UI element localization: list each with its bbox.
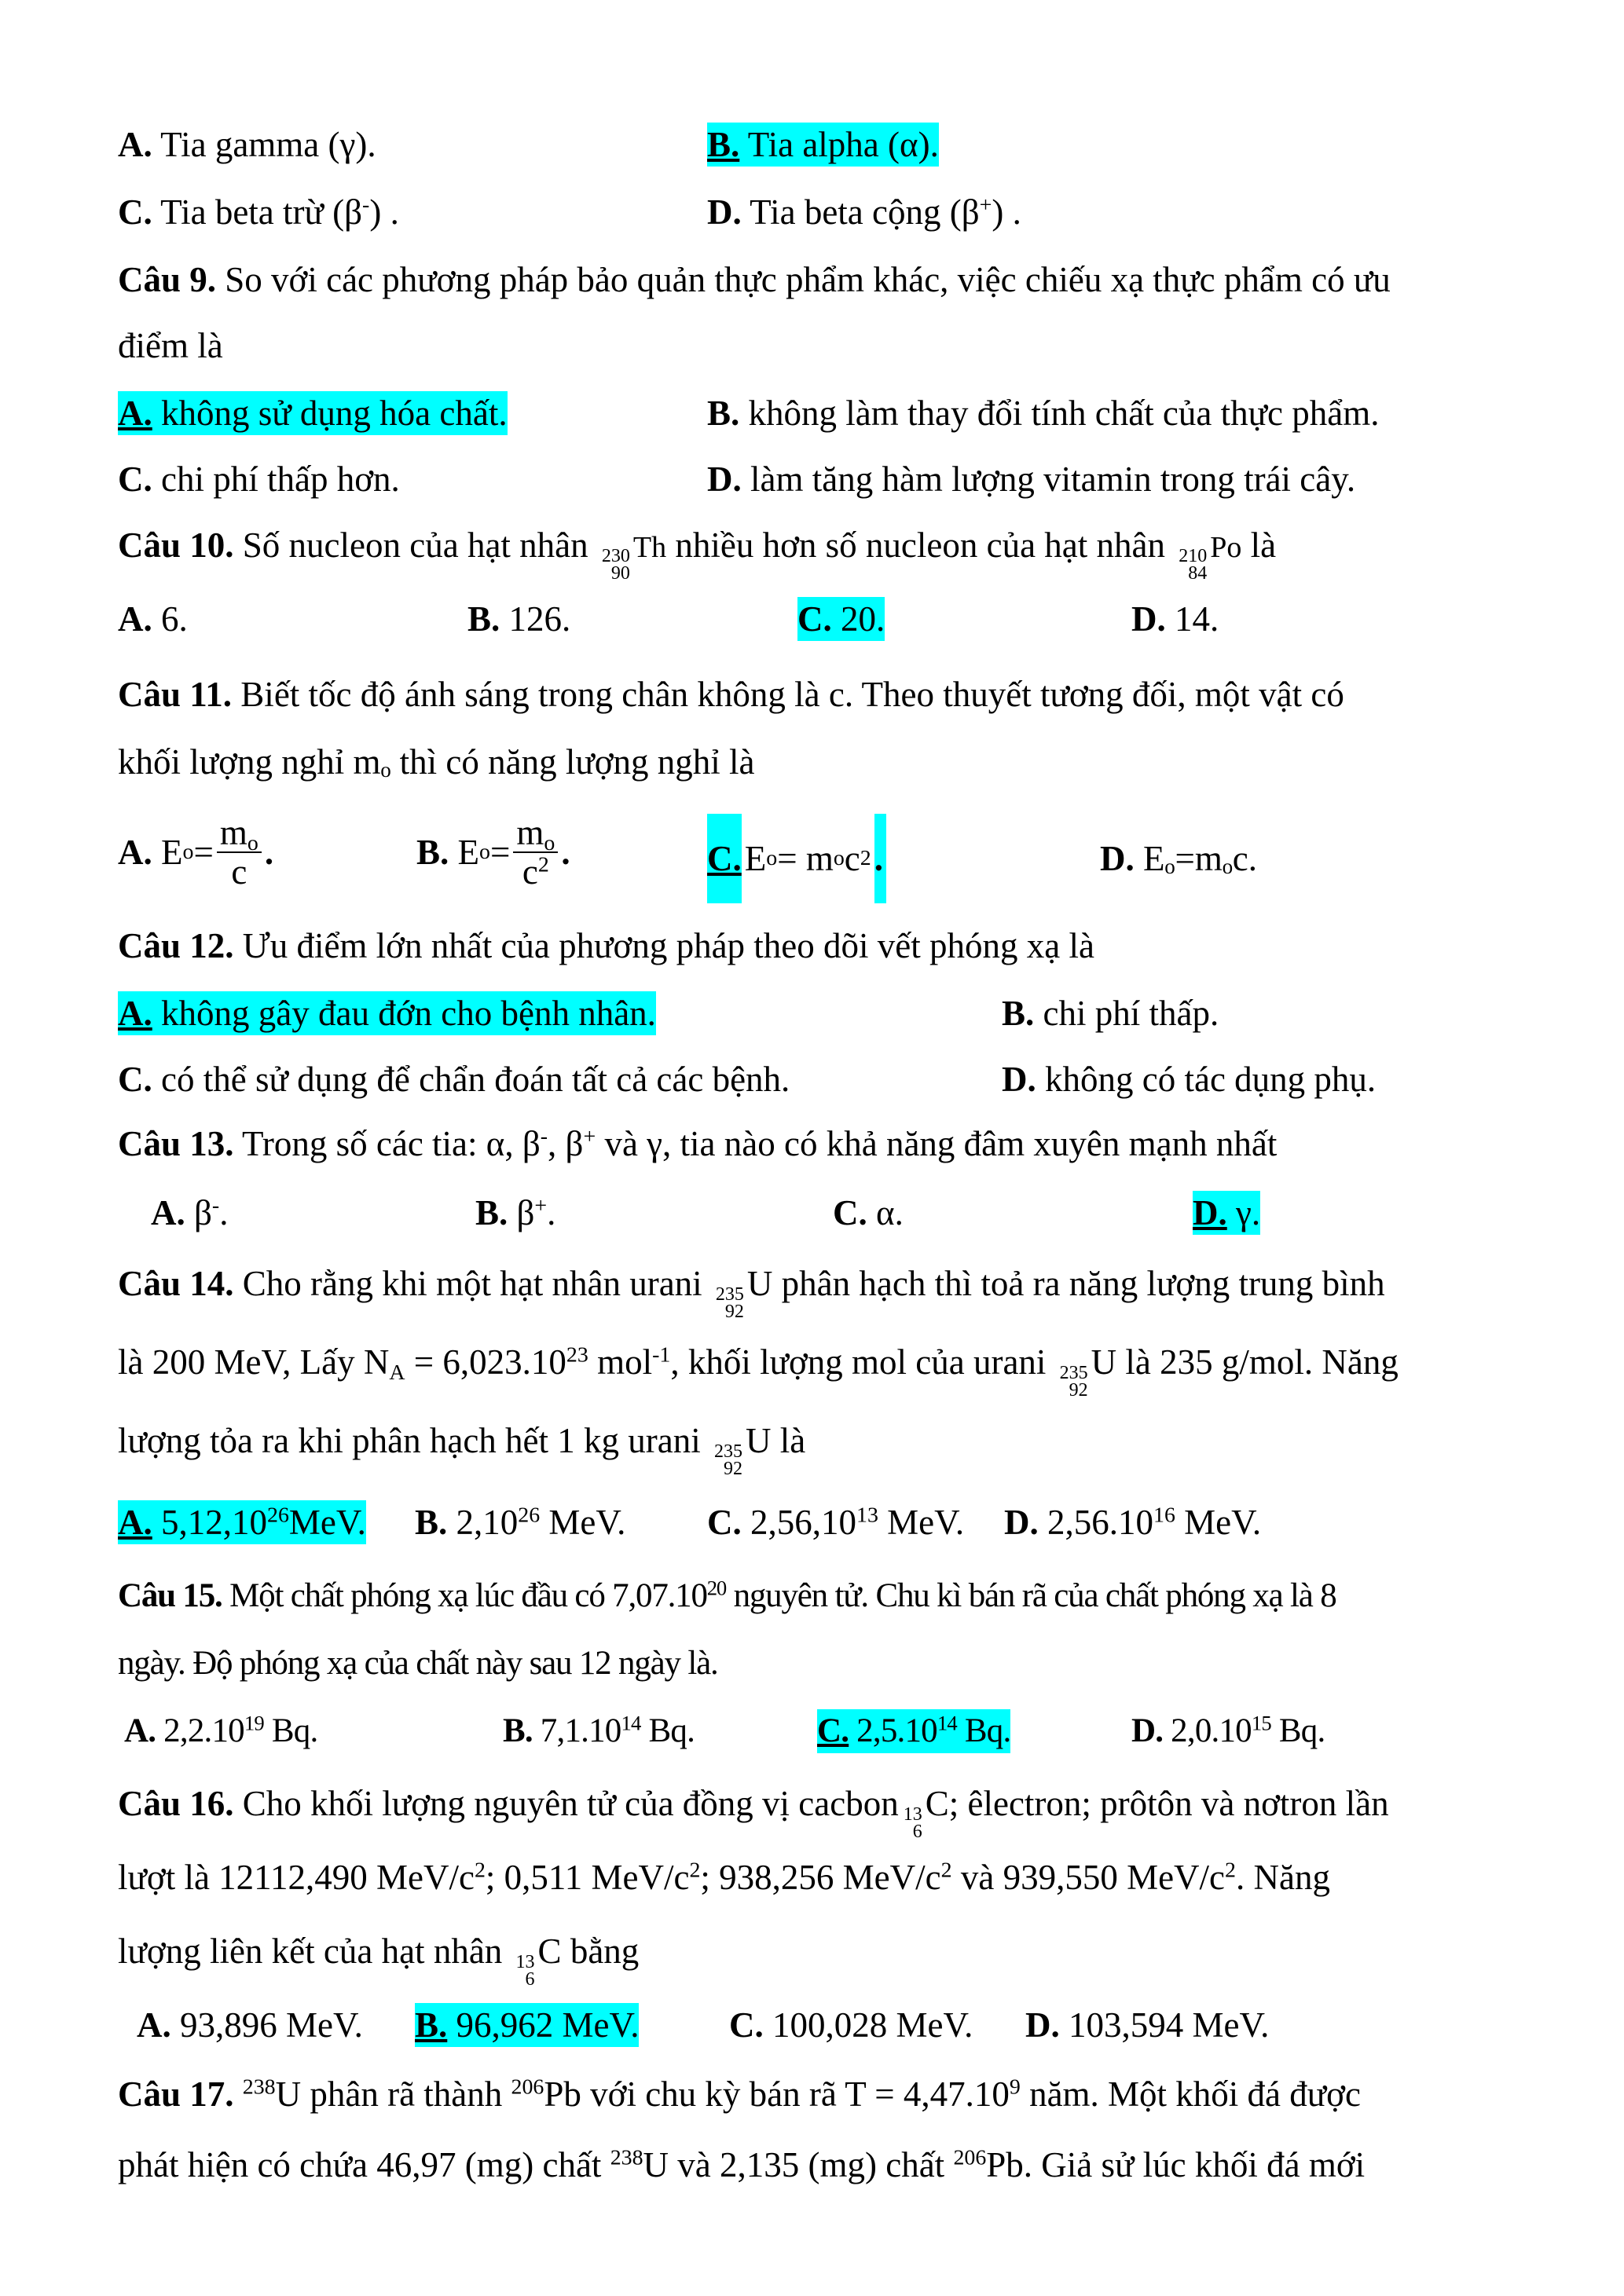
q11-stem-cont <box>118 740 755 784</box>
q11-option-b[interactable]: B. E o = $\frac{m_o}{c^2}$ . <box>416 813 570 892</box>
option-label: D. <box>1004 1503 1039 1542</box>
question-text: là 200 MeV, Lấy N <box>118 1342 390 1382</box>
superscript: 238 <box>242 2074 276 2100</box>
q14-option-a-answer[interactable] <box>118 1500 366 1544</box>
q16-option-d[interactable] <box>1025 2003 1269 2047</box>
question-text: năm. Một khối đá được <box>1020 2074 1361 2114</box>
question-label: Câu 12. <box>118 926 234 965</box>
question-text: lượng liên kết của hạt nhân <box>118 1932 511 1971</box>
question-label: Câu 14. <box>118 1264 234 1303</box>
question-text: Số nucleon của hạt nhân <box>233 525 597 565</box>
question-text: điểm là <box>118 326 223 365</box>
option-label: B. <box>415 2005 448 2045</box>
q16-option-b-answer[interactable] <box>415 2003 639 2047</box>
question-label: Câu 11. <box>118 675 233 714</box>
question-text: Pb với chu kỳ bán rã T = 4,47.10 <box>544 2074 1010 2114</box>
question-text: ; 0,511 MeV/c <box>485 1858 690 1897</box>
element-symbol: Th <box>632 531 667 564</box>
mass-number: 13 <box>903 1804 922 1825</box>
option-text: Tia gamma (γ). <box>152 125 376 164</box>
question-text: Biết tốc độ ánh sáng trong chân không là c. Theo thuyết tương đối, một vật có <box>232 675 1344 714</box>
q13-option-c[interactable] <box>833 1191 904 1235</box>
question-text: Cho rằng khi một hạt nhân urani <box>233 1264 711 1303</box>
option-text: làm tăng hàm lượng vitamin trong trái cây. <box>741 460 1356 499</box>
option-label: B. <box>475 1193 508 1232</box>
superscript: 26 <box>267 1503 289 1528</box>
subscript: o <box>544 830 555 855</box>
superscript: 14 <box>937 1711 957 1735</box>
superscript: 9 <box>1009 2074 1021 2100</box>
superscript: 206 <box>511 2074 544 2100</box>
formula-part: E <box>744 839 767 878</box>
formula-part: E <box>457 833 480 872</box>
option-label: D. <box>1131 599 1166 639</box>
option-text: MeV. <box>1175 1503 1262 1542</box>
q14-stem <box>118 1262 1385 1320</box>
superscript: - <box>540 1124 548 1149</box>
option-label: C. <box>833 1193 867 1232</box>
option-text: 2,56.10 <box>1038 1503 1153 1542</box>
q14-option-b[interactable] <box>415 1500 625 1544</box>
option-text: Tia beta trừ (β <box>152 192 363 232</box>
q10-option-d[interactable] <box>1131 597 1219 641</box>
option-text: Tia alpha (α). <box>739 125 939 164</box>
question-label: Câu 13. <box>118 1124 234 1163</box>
option-label: D. <box>707 460 742 499</box>
option-text: không sử dụng hóa chất. <box>152 394 508 433</box>
superscript: 26 <box>518 1503 541 1528</box>
option-label: C. <box>707 1503 742 1542</box>
q15-stem-cont <box>118 1642 718 1686</box>
option-text: không gây đau đớn cho bệnh nhân. <box>152 994 656 1033</box>
question-text: ngày. Độ phóng xạ của chất này sau 12 ngày là. <box>118 1645 718 1682</box>
question-text: = 6,023.10 <box>405 1342 566 1382</box>
q12-option-c[interactable] <box>118 1057 790 1101</box>
atomic-number: 84 <box>1188 563 1208 584</box>
q9-stem-cont <box>118 324 223 368</box>
option-label: D. <box>1100 839 1135 878</box>
option-text: 126. <box>500 599 571 639</box>
q14-stem-cont <box>118 1340 1399 1399</box>
q13-option-a[interactable] <box>151 1191 228 1235</box>
q14-option-d[interactable] <box>1004 1500 1261 1544</box>
question-text: mol <box>588 1342 653 1382</box>
period: . <box>561 833 570 872</box>
superscript: 14 <box>621 1711 641 1735</box>
atomic-number: 92 <box>723 1459 742 1479</box>
period: . <box>264 833 274 872</box>
subscript: o <box>247 830 258 855</box>
option-label: B. <box>416 833 449 872</box>
nuclide-notation <box>602 547 630 582</box>
q10-stem <box>118 523 1276 582</box>
option-text: . <box>219 1193 229 1232</box>
option-text: 20. <box>831 599 885 639</box>
q12-option-b[interactable] <box>1002 991 1219 1035</box>
atomic-number: 92 <box>724 1302 744 1322</box>
option-label: A. <box>118 994 152 1033</box>
nuclide-notation <box>1179 547 1207 582</box>
numerator <box>217 814 262 853</box>
option-text: có thể sử dụng để chẩn đoán tất cả các bệnh. <box>152 1060 790 1099</box>
nuclide-notation <box>714 1443 742 1478</box>
nuclide-notation <box>1060 1364 1088 1399</box>
question-text: và γ, tia nào có khả năng đâm xuyên mạnh nhất <box>596 1124 1278 1163</box>
option-text: 2,10 <box>447 1503 519 1542</box>
option-text: Bq. <box>1270 1712 1325 1749</box>
option-label: B. <box>707 125 740 164</box>
superscript: 238 <box>610 2145 643 2170</box>
option-label: A. <box>137 2005 171 2045</box>
question-text: Trong số các tia: α, β <box>233 1124 541 1163</box>
option-text: γ. <box>1226 1193 1261 1232</box>
formula-part: E <box>161 833 183 872</box>
superscript: 20 <box>706 1576 727 1600</box>
formula-part: = <box>193 833 214 872</box>
option-label: C. <box>118 1060 152 1099</box>
nuclide-notation <box>516 1954 535 1988</box>
q9-option-a-answer[interactable] <box>118 391 508 435</box>
question-text: và 939,550 MeV/c <box>951 1858 1226 1897</box>
superscript: 19 <box>244 1711 264 1735</box>
option-text: α. <box>867 1193 904 1232</box>
option-text: 2,5.10 <box>849 1712 937 1749</box>
q13-option-d-answer[interactable] <box>1193 1191 1260 1235</box>
option-text: MeV. <box>540 1503 626 1542</box>
formula-part: m <box>219 813 247 852</box>
option-text: chi phí thấp. <box>1034 994 1219 1033</box>
question-text: nguyên tử. Chu kì bán rã của chất phóng xạ là 8 <box>726 1577 1336 1614</box>
question-label: Câu 10. <box>118 525 234 565</box>
q11-option-d[interactable] <box>1100 837 1257 881</box>
element-symbol: U <box>746 1264 773 1303</box>
superscript: 16 <box>1153 1503 1175 1528</box>
superscript: - <box>211 1193 220 1218</box>
q9-stem <box>118 258 1391 302</box>
q16-stem-cont2 <box>118 1929 639 1988</box>
fraction <box>217 814 262 891</box>
q12-stem <box>118 924 1094 968</box>
question-label: Câu 9. <box>118 260 217 299</box>
question-label: Câu 15. <box>118 1577 222 1614</box>
q8-option-c[interactable] <box>118 190 399 234</box>
option-label: C. <box>817 1712 849 1749</box>
q8-option-a[interactable] <box>118 123 376 167</box>
option-label: D. <box>707 192 742 232</box>
mass-number: 210 <box>1179 546 1208 566</box>
option-text: 7,1.10 <box>532 1712 621 1749</box>
option-text: 100,028 MeV. <box>763 2005 973 2045</box>
option-text: 2,0.10 <box>1163 1712 1252 1749</box>
q11-option-a[interactable]: A. E o = $\frac{m_o}{c}$ . <box>118 813 274 892</box>
q13-stem <box>118 1122 1277 1166</box>
question-text: phân hạch thì toả ra năng lượng trung bình <box>772 1264 1385 1303</box>
q15-stem <box>118 1574 1336 1618</box>
question-text: . Năng <box>1235 1858 1330 1897</box>
option-label: B. <box>1002 994 1035 1033</box>
option-text: Bq. <box>956 1712 1011 1749</box>
superscript: 2 <box>1225 1858 1236 1883</box>
option-text: 2,56,10 <box>741 1503 856 1542</box>
element-symbol: Po <box>1210 531 1242 564</box>
superscript: + <box>979 192 992 218</box>
option-text: . <box>547 1193 556 1232</box>
question-text: Pb. Giả sử lúc khối đá mới <box>986 2145 1366 2184</box>
formula-part: c <box>522 852 538 892</box>
element-symbol: U <box>745 1421 772 1460</box>
superscript: 23 <box>566 1342 588 1368</box>
option-label: A. <box>124 1712 156 1749</box>
option-label: C. <box>797 599 832 639</box>
option-text: MeV. <box>878 1503 965 1542</box>
question-text: phát hiện có chứa 46,97 (mg) chất <box>118 2145 610 2184</box>
q14-option-c[interactable] <box>707 1500 964 1544</box>
question-text: bằng <box>561 1932 640 1971</box>
formula-part: m <box>516 813 544 852</box>
option-text: 6. <box>152 599 188 639</box>
option-text: 2,2.10 <box>156 1712 244 1749</box>
mass-number: 13 <box>515 1952 535 1972</box>
option-label: B. <box>467 599 500 639</box>
option-text: 5,12,10 <box>152 1503 267 1542</box>
question-text: Ưu điểm lớn nhất của phương pháp theo dõi vết phóng xạ là <box>233 926 1094 965</box>
period: . <box>874 839 883 878</box>
nuclide-notation <box>904 1806 922 1840</box>
question-label: Câu 16. <box>118 1784 234 1823</box>
option-text: chi phí thấp hơn. <box>152 460 400 499</box>
q9-option-c[interactable] <box>118 457 400 501</box>
formula: E o = m o c 2 <box>742 814 874 903</box>
mass-number: 235 <box>715 1284 744 1305</box>
option-text: ) . <box>369 192 399 232</box>
question-text: U và 2,135 (mg) chất <box>643 2145 954 2184</box>
formula-part: = m <box>777 839 834 878</box>
option-text: Tia beta cộng (β <box>741 192 980 232</box>
question-text: khối lượng nghỉ mₒ thì có năng lượng nghỉ là <box>118 742 755 782</box>
q11-stem <box>118 672 1344 716</box>
option-text: không có tác dụng phụ. <box>1036 1060 1377 1099</box>
question-label: Câu 17. <box>118 2074 234 2114</box>
option-label: B. <box>503 1712 533 1749</box>
option-text: 14. <box>1165 599 1219 639</box>
option-label: C. <box>118 460 152 499</box>
superscript: + <box>534 1193 548 1218</box>
option-label: D. <box>1131 1712 1164 1749</box>
q8-option-b-answer[interactable] <box>707 123 939 167</box>
option-label: D. <box>1002 1060 1036 1099</box>
question-text: , β <box>548 1124 584 1163</box>
q10-option-c-answer[interactable] <box>797 597 885 641</box>
superscript: + <box>583 1124 596 1149</box>
option-label: A. <box>151 1193 185 1232</box>
numerator <box>513 814 558 853</box>
formula-part: c <box>844 839 860 878</box>
question-text: So với các phương pháp bảo quản thực phẩm khác, việc chiếu xạ thực phẩm có ưu <box>216 260 1391 299</box>
superscript: - <box>362 192 370 218</box>
element-symbol: U <box>1091 1342 1117 1382</box>
option-label: C. <box>707 839 742 878</box>
q14-stem-cont2 <box>118 1419 805 1478</box>
element-symbol: C <box>925 1784 949 1823</box>
q13-option-b[interactable] <box>475 1191 555 1235</box>
element-symbol: C <box>537 1932 562 1971</box>
formula-part: = <box>489 833 511 872</box>
superscript: -1 <box>652 1342 671 1368</box>
superscript: 13 <box>856 1503 878 1528</box>
option-text: 103,594 MeV. <box>1059 2005 1270 2045</box>
question-text: nhiều hơn số nucleon của hạt nhân <box>666 525 1175 565</box>
option-label: A. <box>118 1503 152 1542</box>
atomic-number: 92 <box>1069 1380 1088 1401</box>
option-label: A. <box>118 833 152 872</box>
question-text: ; êlectron; prôtôn và nơtron lần <box>948 1784 1389 1823</box>
q9-option-d[interactable] <box>707 457 1355 501</box>
q10-option-a[interactable] <box>118 597 188 641</box>
question-text: U phân rã thành <box>275 2074 511 2114</box>
question-text: là <box>771 1421 806 1460</box>
q16-stem <box>118 1782 1389 1840</box>
q12-option-d[interactable] <box>1002 1057 1376 1101</box>
q15-option-d[interactable] <box>1131 1709 1325 1753</box>
question-text: Cho khối lượng nguyên tử của đồng vị cacbon <box>233 1784 899 1823</box>
q17-stem <box>118 2072 1361 2116</box>
option-text: không làm thay đổi tính chất của thực phẩm. <box>739 394 1380 433</box>
q12-option-a-answer[interactable] <box>118 991 656 1035</box>
question-text: Một chất phóng xạ lúc đầu có 7,07.10 <box>222 1577 707 1614</box>
superscript: 2 <box>940 1858 952 1883</box>
q10-option-b[interactable] <box>467 597 570 641</box>
fraction <box>513 814 558 891</box>
q8-option-d[interactable] <box>707 190 1021 234</box>
denominator <box>522 853 549 891</box>
option-label: C. <box>729 2005 764 2045</box>
option-label: D. <box>1193 1193 1227 1232</box>
option-text: ) . <box>992 192 1021 232</box>
option-label: A. <box>118 394 152 433</box>
option-text: MeV. <box>288 1503 366 1542</box>
question-text: là <box>1241 525 1277 565</box>
superscript: 206 <box>953 2145 987 2170</box>
question-text: lượng tỏa ra khi phân hạch hết 1 kg urani <box>118 1421 709 1460</box>
option-text: β <box>185 1193 212 1232</box>
q11-option-c-answer[interactable] <box>707 814 886 903</box>
question-text: là 235 g/mol. Năng <box>1116 1342 1399 1382</box>
atomic-number: 90 <box>610 563 630 584</box>
option-label: C. <box>118 192 152 232</box>
q16-option-a[interactable] <box>137 2003 363 2047</box>
atomic-number: 6 <box>525 1969 535 1990</box>
q17-stem-cont <box>118 2143 1365 2187</box>
superscript: 15 <box>1251 1711 1271 1735</box>
nuclide-notation <box>716 1286 744 1320</box>
superscript: 2 <box>689 1858 701 1883</box>
option-text: 93,896 MeV. <box>170 2005 363 2045</box>
option-label: B. <box>707 394 740 433</box>
option-label: D. <box>1025 2005 1060 2045</box>
option-text: Bq. <box>640 1712 695 1749</box>
option-text: Bq. <box>263 1712 318 1749</box>
question-text: ; 938,256 MeV/c <box>700 1858 941 1897</box>
option-label: A. <box>118 125 152 164</box>
mass-number: 230 <box>601 546 630 566</box>
subscript: A <box>389 1360 405 1385</box>
atomic-number: 6 <box>912 1822 922 1842</box>
denominator: c <box>231 852 247 892</box>
question-text: , khối lượng mol của urani <box>670 1342 1055 1382</box>
option-label: B. <box>415 1503 448 1542</box>
option-label: A. <box>118 599 152 639</box>
option-text: Eₒ=mₒc. <box>1134 839 1258 878</box>
option-text: 96,962 MeV. <box>447 2005 640 2045</box>
question-text: lượt là 12112,490 MeV/c <box>118 1858 475 1897</box>
mass-number: 235 <box>1059 1363 1088 1383</box>
q9-option-b[interactable] <box>707 391 1379 435</box>
superscript: 2 <box>474 1858 486 1883</box>
q15-option-c-answer[interactable] <box>817 1709 1010 1753</box>
q16-option-c[interactable] <box>729 2003 973 2047</box>
q15-option-a[interactable] <box>124 1709 317 1753</box>
q16-stem-cont <box>118 1855 1330 1899</box>
q15-option-b[interactable] <box>503 1709 695 1753</box>
superscript: 2 <box>537 852 549 877</box>
mass-number: 235 <box>713 1441 742 1462</box>
option-text: β <box>508 1193 535 1232</box>
